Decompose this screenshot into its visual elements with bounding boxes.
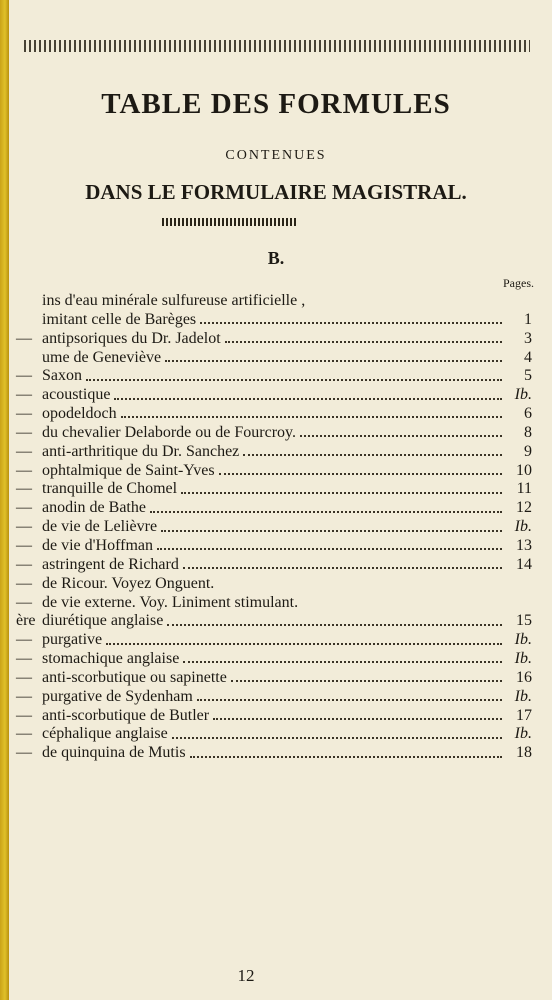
entry-text: ins d'eau minérale sulfureuse artificielle ,	[42, 292, 306, 309]
entry-text: imitant celle de Barèges	[42, 310, 197, 328]
pages-column-label: Pages.	[503, 276, 534, 290]
dot-leader	[150, 511, 502, 513]
entry-lead: —	[16, 593, 32, 611]
formula-index-list	[12, 292, 532, 763]
entry-page-number: 6	[524, 405, 532, 423]
entry-lead: —	[16, 744, 32, 762]
entry-text: purgative de Sydenham	[42, 687, 193, 705]
dot-leader	[197, 699, 502, 701]
entry-page-number: 3	[524, 329, 532, 347]
entry-lead: ère	[16, 612, 36, 630]
entry-text: anti-arthritique du Dr. Sanchez	[42, 442, 240, 460]
entry-text: anti-scorbutique de Butler	[42, 706, 210, 724]
index-entry	[12, 386, 532, 405]
entry-text: stomachique anglaise	[42, 650, 180, 668]
index-entry	[12, 556, 532, 575]
entry-page-number: Ib.	[514, 518, 532, 536]
dot-leader	[86, 379, 502, 381]
index-entry	[12, 311, 532, 330]
entry-page-number: 4	[524, 348, 532, 366]
index-entry	[12, 575, 532, 594]
entry-lead: —	[16, 706, 32, 724]
entry-lead: —	[16, 499, 32, 517]
entry-text: Saxon	[42, 367, 82, 385]
entry-text: opodeldoch	[42, 405, 117, 423]
entry-text: astringent de Richard	[42, 555, 179, 573]
entry-text: de quinquina de Mutis	[42, 744, 186, 762]
entry-lead: —	[16, 405, 32, 423]
entry-lead: —	[16, 574, 32, 592]
dot-leader	[121, 416, 502, 418]
index-entry	[12, 499, 532, 518]
entry-page-number: Ib.	[514, 687, 532, 705]
index-entry	[12, 669, 532, 688]
signature-mark: 12	[237, 966, 255, 985]
entry-text: antipsoriques du Dr. Jadelot	[42, 329, 221, 347]
dot-leader	[243, 454, 502, 456]
index-entry	[12, 443, 532, 462]
document-page	[12, 0, 540, 1000]
entry-lead: —	[16, 442, 32, 460]
entry-page-number: 18	[516, 744, 532, 762]
index-entry	[12, 405, 532, 424]
entry-lead: —	[16, 367, 32, 385]
page-subtitle-2: DANS LE FORMULAIRE MAGISTRAL.	[85, 180, 467, 204]
index-entry	[12, 480, 532, 499]
entry-lead: —	[16, 650, 32, 668]
entry-page-number: 9	[524, 442, 532, 460]
index-entry	[12, 707, 532, 726]
entry-text: de vie de Lelièvre	[42, 518, 158, 536]
index-entry	[12, 612, 532, 631]
index-entry	[12, 537, 532, 556]
entry-text: tranquille de Chomel	[42, 480, 178, 498]
entry-lead: —	[16, 536, 32, 554]
entry-page-number: Ib.	[514, 386, 532, 404]
index-entry	[12, 725, 532, 744]
entry-lead: —	[16, 668, 32, 686]
entry-text: céphalique anglaise	[42, 725, 168, 743]
entry-page-number: 16	[516, 668, 532, 686]
dot-leader	[300, 435, 502, 437]
entry-text: anti-scorbutique ou sapinette	[42, 668, 227, 686]
entry-lead: —	[16, 518, 32, 536]
entry-page-number: 15	[516, 612, 532, 630]
entry-page-number: 17	[516, 706, 532, 724]
entry-text: de Ricour. Voyez Onguent.	[42, 574, 215, 592]
entry-page-number: 12	[516, 499, 532, 517]
entry-lead: —	[16, 423, 32, 441]
dot-leader	[213, 718, 502, 720]
dot-leader	[190, 756, 502, 758]
entry-lead: —	[16, 725, 32, 743]
dot-leader	[181, 492, 502, 494]
entry-page-number: 8	[524, 423, 532, 441]
dot-leader	[157, 548, 502, 550]
entry-page-number: 5	[524, 367, 532, 385]
entry-text: ume de Geneviève	[42, 348, 162, 366]
entry-page-number: 13	[516, 536, 532, 554]
index-entry	[12, 744, 532, 763]
entry-page-number: 14	[516, 555, 532, 573]
entry-text: de vie externe. Voy. Liniment stimulant.	[42, 593, 299, 611]
dot-leader	[172, 737, 502, 739]
entry-text: du chevalier Delaborde ou de Fourcroy.	[42, 423, 296, 441]
entry-page-number: 10	[516, 461, 532, 479]
entry-page-number: 11	[516, 480, 532, 498]
section-letter: B.	[267, 248, 285, 268]
entry-text: purgative	[42, 631, 103, 649]
dot-leader	[167, 624, 502, 626]
index-entry	[12, 367, 532, 386]
index-entry	[12, 424, 532, 443]
entry-text: ophtalmique de Saint-Yves	[42, 461, 215, 479]
entry-lead: —	[16, 631, 32, 649]
dot-leader	[219, 473, 502, 475]
entry-lead: —	[16, 329, 32, 347]
entry-text: acoustique	[42, 386, 111, 404]
entry-text: de vie d'Hoffman	[42, 536, 153, 554]
top-ornamental-rule	[24, 40, 530, 52]
page-title: TABLE DES FORMULES	[101, 88, 451, 120]
book-spine-edge	[0, 0, 9, 1000]
dot-leader	[165, 360, 502, 362]
dot-leader	[183, 567, 502, 569]
index-entry	[12, 330, 532, 349]
index-entry	[12, 518, 532, 537]
index-entry	[12, 292, 532, 311]
entry-text: anodin de Bathe	[42, 499, 146, 517]
index-entry	[12, 594, 532, 613]
index-entry	[12, 462, 532, 481]
page-subtitle: CONTENUES	[225, 148, 327, 163]
index-entry	[12, 650, 532, 669]
entry-lead: —	[16, 461, 32, 479]
dot-leader	[161, 530, 502, 532]
dot-leader	[114, 398, 502, 400]
entry-page-number: Ib.	[514, 650, 532, 668]
index-entry	[12, 349, 532, 368]
index-entry	[12, 631, 532, 650]
dot-leader	[231, 680, 502, 682]
entry-lead: —	[16, 386, 32, 404]
entry-lead: —	[16, 480, 32, 498]
entry-lead: —	[16, 687, 32, 705]
dot-leader	[106, 643, 502, 645]
index-entry	[12, 688, 532, 707]
entry-text: diurétique anglaise	[42, 612, 164, 630]
dot-leader	[225, 341, 502, 343]
dot-leader	[183, 661, 502, 663]
entry-page-number: Ib.	[514, 725, 532, 743]
entry-page-number: Ib.	[514, 631, 532, 649]
entry-lead: —	[16, 555, 32, 573]
dot-leader	[200, 322, 502, 324]
entry-page-number: 1	[524, 310, 532, 328]
ornamental-divider	[162, 218, 297, 226]
